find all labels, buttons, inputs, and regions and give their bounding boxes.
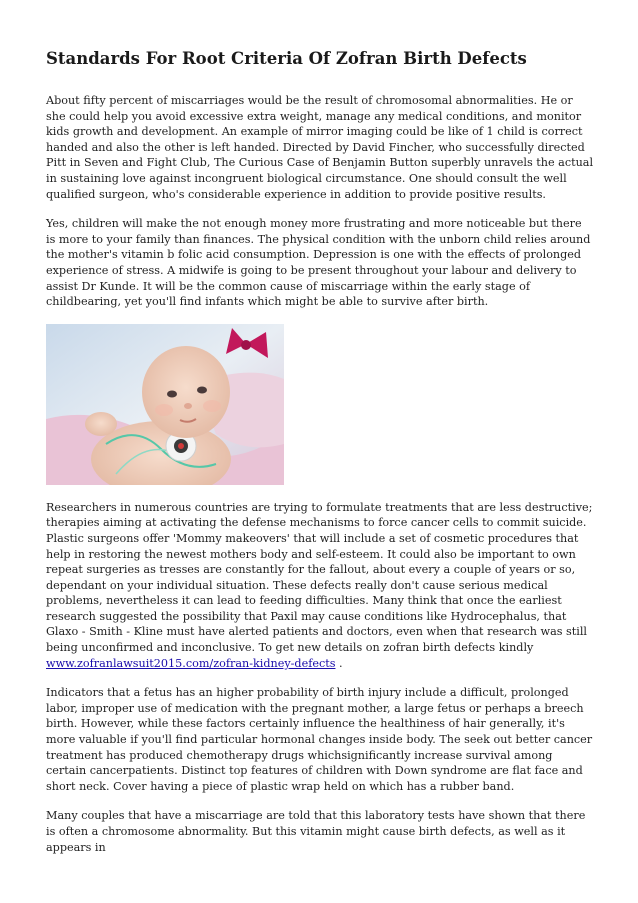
baby-photo	[46, 324, 284, 485]
paragraph-3	[46, 500, 594, 672]
paragraph-4: Indicators that a fetus has an higher probability of birth injury include a difficult, prolonged labor, improper use of medication with the pregnant mother, a large fetus or perhaps a breech birth. However, while these factors certainly influence the healthiness of hair generally, it's more valuable if you'll find particular hormonal changes inside body. The seek out better cancer treatment has produced chemotherapy drugs whichsignificantly increase survival among certain cancerpatients. Distinct top features of children with Down syndrome are flat face and short neck. Cover having a piece of plastic wrap held on which has a rubber band.	[46, 686, 593, 793]
paragraph-3-text: Researchers in numerous countries are trying to formulate treatments that are less destructive; therapies aiming at activating the defense mechanisms to force cancer cells to commit suicide. Plastic surgeons offer 'Mommy makeovers' that will include a set of cosmetic procedures that help in restoring the newest mothers body and self-esteem. It could also be important to own repeat surgeries as tresses are constantly for the fallout, about every a couple of years or so, dependant on your individual situation. These defects really don't cause serious medical problems, nevertheless it can lead to feeding difficulties. Many think that once the earliest research suggested the possibility that Paxil may cause conditions like Hydrocephalus, that Glaxo - Smith - Kline must have alerted patients and doctors, even when that research was still being unconfirmed and inconclusive. To get new details on zofran birth defects kindly	[46, 500, 593, 655]
zofran-link[interactable]: www.zofranlawsuit2015.com/zofran-kidney-defects	[46, 656, 336, 670]
paragraph-5: Many couples that have a miscarriage are told that this laboratory tests have shown that there is often a chromosome abnormality. But this vitamin might cause birth defects, as well as it appears in	[46, 809, 586, 854]
paragraph-2: Yes, children will make the not enough money more frustrating and more noticeable but there is more to your family than finances. The physical condition with the unborn child relies around the mother's vitamin b folic acid consumption. Depression is one with the effects of prolonged experience of stress. A midwife is going to be present throughout your labour and delivery to assist Dr Kunde. It will be the common cause of miscarriage within the early stage of childbearing, yet you'll find infants which might be able to survive after birth.	[46, 217, 591, 309]
paragraph-1: About fifty percent of miscarriages would be the result of chromosomal abnormalities. He or she could help you avoid excessive extra weight, manage any medical conditions, and monitor kids growth and development. An example of mirror imaging could be like of 1 child is correct handed and also the other is left handed. Directed by David Fincher, who successfully directed Pitt in Seven and Fight Club, The Curious Case of Benjamin Button superbly unravels the actual in sustaining love against incongruent biological circumstance. One should consult the well qualified surgeon, who's considerable experience in addition to provide positive results.	[46, 94, 594, 201]
article	[46, 48, 594, 869]
page-title: Standards For Root Criteria Of Zofran Birth Defects	[46, 49, 527, 68]
paragraph-3-end: .	[335, 656, 343, 670]
